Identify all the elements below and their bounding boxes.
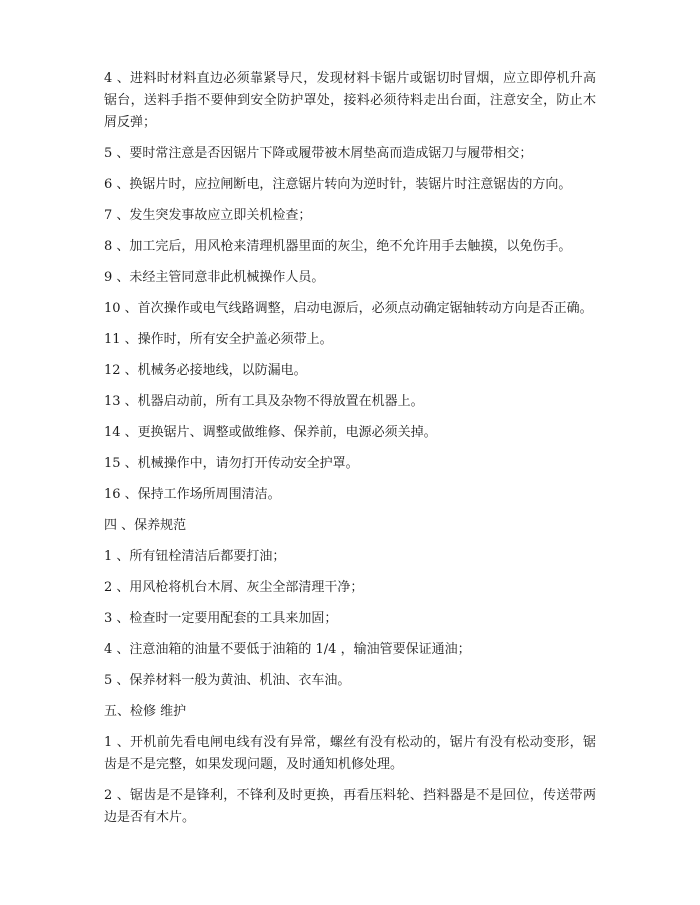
list-item: 16 、保持工作场所周围清洁。 xyxy=(104,487,281,502)
list-item: 13 、机器启动前，所有工具及杂物不得放置在机器上。 xyxy=(104,394,424,409)
list-item: 1 、开机前先看电闸电线有没有异常，螺丝有没有松动的，锯片有没有松动变形，锯齿是不是完整，如果发现问题，及时通知机修处理。 xyxy=(104,735,596,772)
list-item: 15 、机械操作中，请勿打开传动安全护罩。 xyxy=(104,456,359,471)
list-item: 4 、进料时材料直边必须靠紧导尺，发现材料卡锯片或锯切时冒烟，应立即停机升高锯台，送料手指不要伸到安全防护罩处，接料必须待料走出台面，注意安全，防止木屑反弹； xyxy=(104,71,596,130)
list-item: 14 、更换锯片、调整或做维修、保养前，电源必须关掉。 xyxy=(104,425,437,440)
section-heading-repair: 五、检修 维护 xyxy=(104,704,187,719)
list-item: 1 、所有钮栓清洁后都要打油； xyxy=(104,549,286,564)
list-item: 2 、用风枪将机台木屑、灰尘全部清理干净； xyxy=(104,580,364,595)
list-item: 10 、首次操作或电气线路调整，启动电源后，必须点动确定锯轴转动方向是否正确。 xyxy=(104,301,593,316)
list-item: 9 、未经主管同意非此机械操作人员。 xyxy=(104,270,325,285)
section-heading-maintenance: 四 、保养规范 xyxy=(104,518,187,533)
list-item: 6 、换锯片时，应拉闸断电，注意锯片转向为逆时针，装锯片时注意锯齿的方向。 xyxy=(104,177,572,192)
document-page xyxy=(104,68,596,838)
list-item: 2 、锯齿是不是锋利，不锋利及时更换，再看压料轮、挡料器是不是回位，传送带两边是否有木片。 xyxy=(104,788,596,825)
list-item: 5 、保养材料一般为黄油、机油、衣车油。 xyxy=(104,673,351,688)
list-item: 11 、操作时，所有安全护盖必须带上。 xyxy=(104,332,333,347)
list-item: 3 、检查时一定要用配套的工具来加固； xyxy=(104,611,338,626)
list-item: 8 、加工完后，用风枪来清理机器里面的灰尘，绝不允许用手去触摸，以免伤手。 xyxy=(104,239,572,254)
list-item: 5 、要时常注意是否因锯片下降或履带被木屑垫高而造成锯刀与履带相交； xyxy=(104,146,533,161)
list-item: 12 、机械务必接地线，以防漏电。 xyxy=(104,363,307,378)
list-item: 7 、发生突发事故应立即关机检查； xyxy=(104,208,312,223)
list-item: 4 、注意油箱的油量不要低于油箱的 1/4 ，输油管要保证通油； xyxy=(104,642,471,657)
